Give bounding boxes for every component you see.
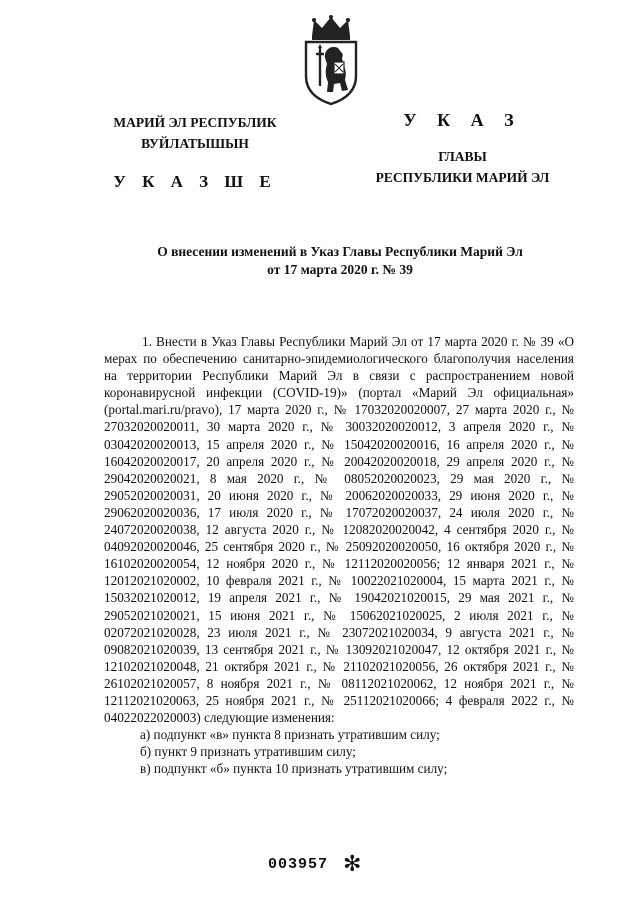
document-body xyxy=(104,333,574,777)
header-left-block xyxy=(95,112,295,192)
header-right-block xyxy=(360,108,565,188)
header-right-title: У К А З xyxy=(403,110,522,130)
body-paragraph-1: 1. Внести в Указ Главы Республики Марий Эл от 17 марта 2020 г. № 39 «О мерах по обеспечению санитарно-эпидемиологического благополучия населения на территории Республики Марий Эл в связи с распространением новой коронавирусной инфекции (COVID-19)» (портал «Марий Эл официальная» (portal.mari.ru/pravo), 17 марта 2020 г., № 17032020020007, 27 марта 2020 г., № 27032020020011, 30 марта 2020 г., № 30032020020012, 3 апреля 2020 г., № 03042020020013, 15 апреля 2020 г., № 15042020020016, 16 апреля 2020 г., № 16042020020017, 20 апреля 2020 г., № 20042020020018, 29 апреля 2020 г., № 29042020020021, 8 мая 2020 г., № 08052020020023, 29 мая 2020 г., № 29052020020031, 20 июня 2020 г., № 20062020020033, 29 июня 2020 г., № 29062020020036, 17 июля 2020 г., № 17072020020037, 24 июля 2020 г., № 24072020020038, 12 августа 2020 г., № 12082020020042, 4 сентября 2020 г., № 04092020020046, 25 сентября 2020 г., № 25092020020050, 16 октября 2020 г., № 16102020020054, 12 ноября 2020 г., № 12112020020056; 12 января 2021 г., № 12012021020002, 10 февраля 2021 г., № 10022021020004, 15 марта 2021 г., № 15032021020012, 19 апреля 2021 г., № 19042021020015, 29 мая 2021 г., № 29052021020021, 15 июня 2021 г., № 15062021020025, 2 июля 2021 г., № 02072021020028, 23 июля 2021 г., № 23072021020034, 9 августа 2021 г., № 09082021020039, 13 сентября 2021 г., № 13092021020047, 12 октября 2021 г., № 12102021020048, 21 октября 2021 г., № 21102021020056, 26 октября 2021 г., № 26102021020057, 8 ноября 2021 г., № 08112021020062, 12 ноября 2021 г., № 12112021020063, 25 ноября 2021 г., № 25112021020066; 4 февраля 2022 г., № 04022022020003) следующие изменения: xyxy=(104,334,574,726)
header-right-line2: РЕСПУБЛИКИ МАРИЙ ЭЛ xyxy=(375,170,550,185)
header-left-line1: МАРИЙ ЭЛ РЕСПУБЛИК xyxy=(113,115,277,130)
list-item-c: в) подпункт «б» пункта 10 признать утратившим силу; xyxy=(140,761,448,777)
document-title xyxy=(100,243,580,279)
asterisk-mark-icon: ✻ xyxy=(343,852,362,877)
list-item-a: а) подпункт «в» пункта 8 признать утратившим силу; xyxy=(140,727,440,743)
serial-number: 003957 xyxy=(268,856,329,873)
header-left-title: У К А З Ш Е xyxy=(113,172,277,191)
document-title-line1: О внесении изменений в Указ Главы Республики Марий Эл xyxy=(157,244,523,259)
header-right-line1: ГЛАВЫ xyxy=(438,149,487,164)
crown-icon xyxy=(312,17,350,36)
document-title-line2: от 17 марта 2020 г. № 39 xyxy=(267,262,413,277)
coat-of-arms-emblem xyxy=(300,14,362,106)
header-left-line2: ВУЙЛАТЫШЫН xyxy=(141,136,249,151)
list-item-b: б) пункт 9 признать утратившим силу; xyxy=(140,744,356,760)
